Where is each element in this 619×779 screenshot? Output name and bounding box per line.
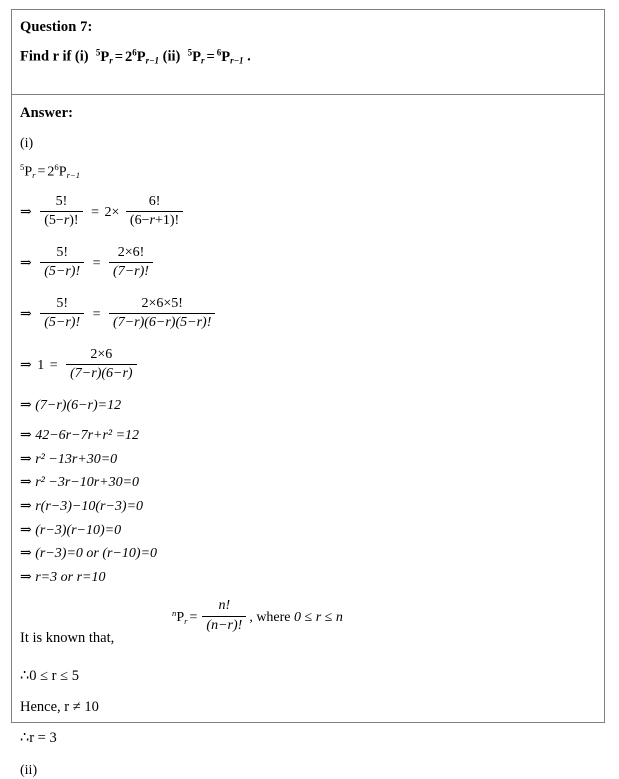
step1-right-superscript: 6 — [54, 162, 59, 172]
step2-right-denominator — [126, 212, 183, 230]
step-13: ⇒ r=3 or r=10 — [20, 570, 106, 586]
expr-ii-right-P: P — [221, 48, 231, 65]
expr-i-equals: = — [114, 48, 123, 65]
step2-den2-r: r — [149, 213, 155, 229]
known-comma: , — [249, 609, 253, 625]
known-denominator: (n−r)! — [206, 617, 243, 633]
step2-den1-open: ( — [44, 213, 49, 229]
step2-right-numerator: 6! — [126, 194, 183, 213]
question-section — [12, 10, 604, 95]
step2-den1-minus: − — [55, 213, 64, 229]
question-connector-text: (ii) — [162, 48, 181, 65]
step2-den2-minus: − — [141, 213, 150, 229]
expr-ii-left-superscript: 5 — [187, 47, 193, 57]
answer-heading: Answer: — [20, 105, 74, 121]
step5-left-one: 1 — [37, 358, 45, 374]
known-statement-text: It is known that, — [20, 629, 115, 646]
step2-left-fraction — [40, 194, 82, 230]
part-two-label: (ii) — [20, 762, 38, 778]
step4-left-denominator: (5−r)! — [44, 315, 81, 331]
expr-i-right-P: P — [136, 48, 146, 65]
step2-den1-five: 5 — [48, 213, 56, 229]
step2-equals: = — [91, 205, 99, 221]
step2-den2-close: )! — [169, 213, 180, 229]
step1-coefficient: 2 — [47, 164, 55, 180]
question-period: . — [247, 48, 251, 65]
question-prompt-text: Find r if (i) — [20, 48, 89, 65]
known-superscript-n: n — [172, 607, 177, 618]
step3-left-fraction — [40, 245, 84, 281]
expr-i-coefficient: 2 — [124, 48, 133, 65]
step-6: ⇒ (7−r)(6−r)=12 — [20, 398, 122, 414]
expr-i-left-subscript: r — [109, 55, 113, 66]
question-expression-i — [92, 49, 162, 65]
step3-right-fraction — [109, 245, 153, 281]
step3-left-numerator: 5! — [40, 245, 84, 264]
step-7: ⇒ 42−6r−7r+r² =12 — [20, 427, 140, 443]
step-12: ⇒ (r−3)=0 or (r−10)=0 — [20, 546, 158, 562]
expr-i-right-subscript: r−1 — [145, 55, 160, 66]
step1-left-superscript: 5 — [20, 162, 25, 172]
question-heading: Question 7: — [20, 19, 93, 35]
expr-i-left-P: P — [100, 48, 110, 65]
expr-ii-right-subscript: r−1 — [230, 55, 244, 66]
conclusion-range: ∴0 ≤ r ≤ 5 — [20, 667, 79, 684]
step4-right-fraction — [109, 296, 215, 332]
step-4 — [12, 297, 604, 333]
step-11: ⇒ (r−3)(r−10)=0 — [20, 522, 122, 538]
permutation-definition-formula — [172, 600, 343, 636]
step5-implies-arrow: ⇒ — [20, 358, 32, 374]
step4-implies-arrow: ⇒ — [20, 307, 32, 323]
step4-left-fraction — [40, 296, 84, 332]
known-numerator: n! — [202, 598, 246, 617]
answer-section — [12, 95, 604, 779]
expr-i-left-superscript: 5 — [95, 47, 101, 57]
known-formula-row — [12, 600, 604, 654]
step2-implies-arrow: ⇒ — [20, 205, 32, 221]
step5-equals: = — [49, 358, 58, 374]
step4-right-numerator: 2×6×5! — [109, 296, 215, 315]
step2-den2-plus-one: +1 — [154, 213, 170, 229]
step3-right-denominator: (7−r)! — [113, 264, 149, 280]
step2-den2-six: 6 — [134, 213, 142, 229]
question-statement — [12, 47, 604, 66]
step3-left-denominator: (5−r)! — [44, 264, 81, 280]
step2-den1-close: )! — [69, 213, 79, 229]
step1-right-subscript: r−1 — [66, 169, 81, 180]
step2-den2-open: ( — [129, 213, 135, 229]
step3-right-numerator: 2×6! — [109, 245, 153, 264]
expr-ii-right-superscript: 6 — [216, 47, 222, 57]
conclusion-final: ∴r = 3 — [20, 729, 57, 746]
step4-left-numerator: 5! — [40, 296, 84, 315]
step-1 — [12, 163, 604, 180]
known-P: P — [176, 609, 185, 625]
step3-implies-arrow: ⇒ — [20, 256, 32, 272]
step2-left-numerator: 5! — [40, 194, 82, 213]
step5-numerator: 2×6 — [66, 347, 136, 366]
step2-den1-r: r — [63, 213, 70, 229]
part-one-label: (i) — [20, 136, 34, 151]
step2-right-fraction — [126, 194, 183, 230]
step2-left-denominator — [40, 212, 82, 230]
step-3 — [12, 246, 604, 282]
step1-left-P: P — [24, 164, 33, 180]
step1-right-P: P — [58, 164, 67, 180]
expr-ii-left-P: P — [192, 48, 201, 65]
step5-fraction — [66, 347, 136, 383]
expr-ii-left-subscript: r — [200, 55, 205, 66]
step1-left-subscript: r — [32, 169, 36, 180]
step2-multiplier: 2× — [104, 205, 120, 221]
expr-ii-equals: = — [206, 48, 215, 65]
step4-equals: = — [92, 307, 101, 323]
worksheet-page — [11, 9, 605, 778]
known-condition: 0 ≤ r ≤ n — [294, 609, 343, 625]
step1-equals: = — [37, 164, 46, 180]
step-10: ⇒ r(r−3)−10(r−3)=0 — [20, 498, 144, 514]
step-9: ⇒ r² −3r−10r+30=0 — [20, 475, 140, 491]
step5-denominator: (7−r)(6−r) — [70, 366, 133, 382]
conclusion-hence: Hence, r ≠ 10 — [20, 698, 99, 715]
step4-right-denominator: (7−r)(6−r)(5−r)! — [113, 315, 212, 331]
step-2 — [12, 195, 604, 231]
expr-i-right-superscript: 6 — [132, 47, 137, 57]
question-expression-ii — [184, 49, 247, 65]
known-where-label: where — [256, 609, 291, 625]
step-8: ⇒ r² −13r+30=0 — [20, 451, 118, 467]
step-5 — [12, 348, 604, 384]
known-subscript-r: r — [184, 615, 188, 626]
known-fraction — [202, 598, 246, 634]
step3-equals: = — [92, 256, 101, 272]
known-equals: = — [189, 609, 198, 625]
